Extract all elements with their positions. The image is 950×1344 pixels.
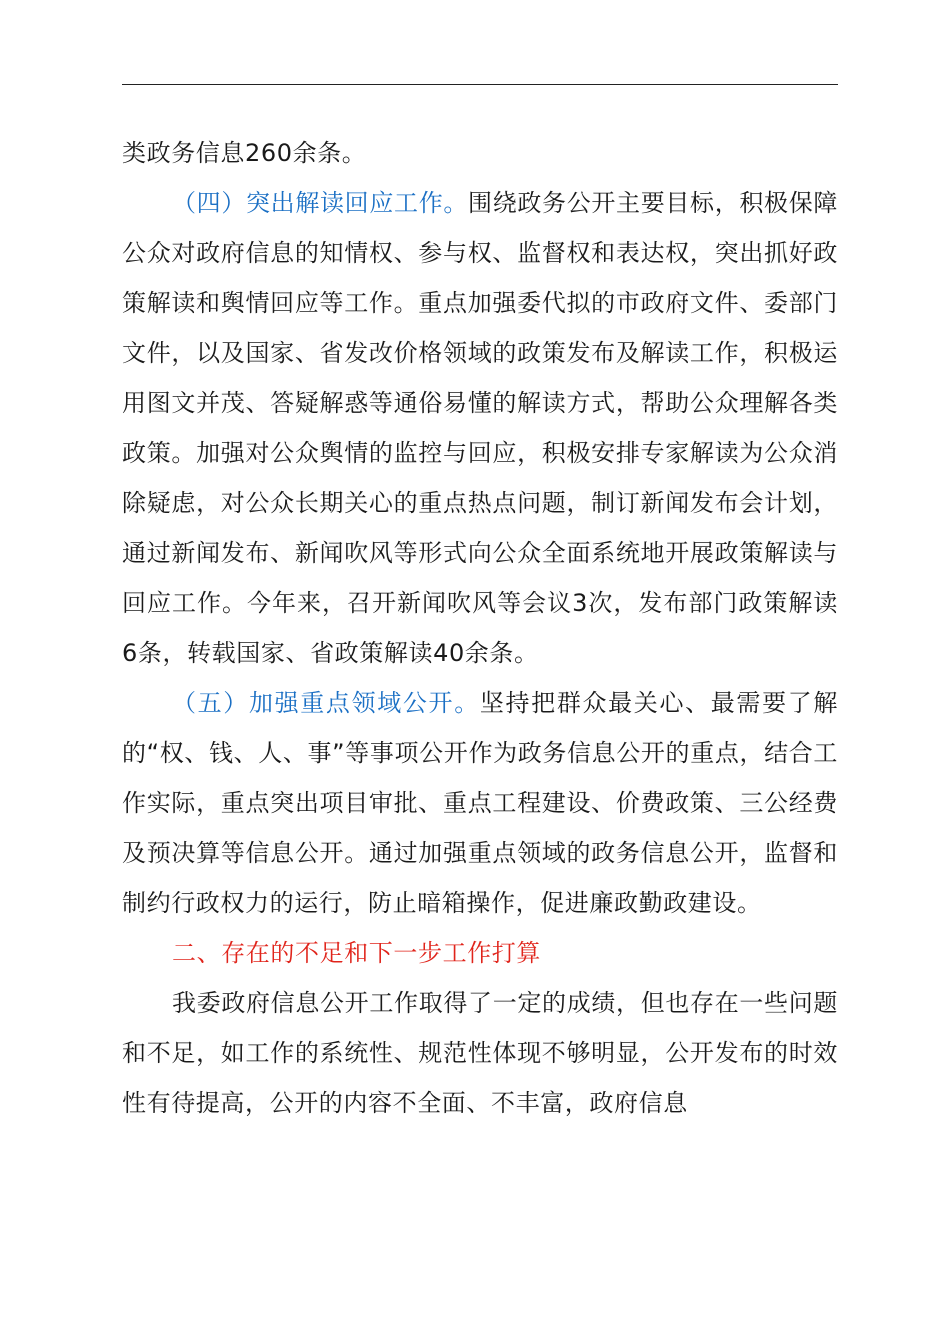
- section-2-heading: 二、存在的不足和下一步工作打算: [172, 939, 541, 967]
- header-rule: [122, 84, 838, 85]
- section-5-lead: （五）加强重点领域公开。: [172, 689, 480, 717]
- paragraph-continuation: [122, 128, 838, 178]
- paragraph-text: 坚持把群众最关心、最需要了解的“权、钱、人、事”等事项公开作为政务信息公开的重点，结合工作实际，重点突出项目审批、重点工程建设、价费政策、三公经费及预决算等信息公开。通过加强重点领域的政务信息公开，监督和制约行政权力的运行，防止暗箱操作，促进廉政勤政建设。: [122, 689, 838, 917]
- section-4-lead: （四）突出解读回应工作。: [172, 189, 469, 217]
- paragraph-text: 我委政府信息公开工作取得了一定的成绩，但也存在一些问题和不足，如工作的系统性、规范性体现不够明显，公开发布的时效性有待提高，公开的内容不全面、不丰富，政府信息: [122, 989, 838, 1117]
- paragraph-text: 围绕政务公开主要目标，积极保障公众对政府信息的知情权、参与权、监督权和表达权，突出抓好政策解读和舆情回应等工作。重点加强委代拟的市政府文件、委部门文件，以及国家、省发改价格领域的政策发布及解读工作，积极运用图文并茂、答疑解惑等通俗易懂的解读方式，帮助公众理解各类政策。加强对公众舆情的监控与回应，积极安排专家解读为公众消除疑虑，对公众长期关心的重点热点问题，制订新闻发布会计划，通过新闻发布、新闻吹风等形式向公众全面系统地开展政策解读与回应工作。今年来，召开新闻吹风等会议3次，发布部门政策解读6条，转载国家、省政策解读40余条。: [122, 189, 838, 667]
- paragraph-shortcomings: [122, 978, 838, 1128]
- paragraph-section-5: [122, 678, 838, 928]
- paragraph-text: 类政务信息260余条。: [122, 139, 367, 167]
- document-body: [122, 128, 838, 1128]
- paragraph-section-4: [122, 178, 838, 678]
